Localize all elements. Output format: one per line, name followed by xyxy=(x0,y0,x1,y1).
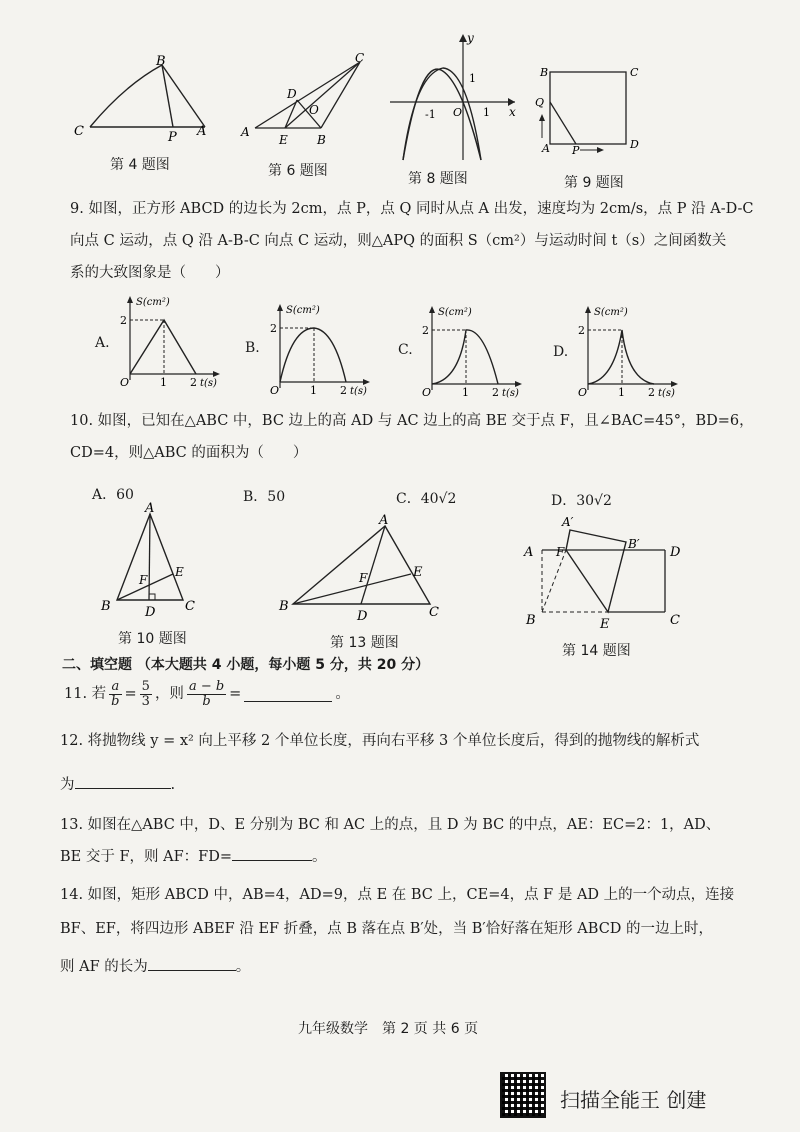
svg-text:O: O xyxy=(270,384,280,397)
q9-option-a[interactable]: A. xyxy=(95,335,110,351)
svg-text:t(s): t(s) xyxy=(658,388,675,399)
caption-fig13: 第 13 题图 xyxy=(330,635,399,651)
label-f: F xyxy=(359,571,368,585)
q9-option-c[interactable]: C. xyxy=(398,342,413,358)
label-b: B xyxy=(317,133,326,147)
q12-answer-blank[interactable] xyxy=(75,774,171,789)
caption-fig8: 第 8 题图 xyxy=(408,171,468,187)
q11-frac-expr: $\frac{a - b}{b}$ xyxy=(188,679,225,709)
q10-option-d[interactable]: D．30√2 xyxy=(551,493,612,509)
label-p: P xyxy=(168,130,177,145)
label-o: O xyxy=(309,103,319,117)
label-a: A xyxy=(379,513,389,528)
label-p: P xyxy=(572,144,580,155)
svg-text:1: 1 xyxy=(462,386,469,399)
svg-text:1: 1 xyxy=(618,386,625,399)
label-f: F xyxy=(139,573,148,587)
label-c: C xyxy=(355,51,365,65)
q9-line3: 系的大致图象是（ ） xyxy=(70,265,230,281)
label-b: B xyxy=(540,66,549,79)
label-e: E xyxy=(413,565,423,580)
q10-line2: CD=4，则△ABC 的面积为（ ） xyxy=(70,445,308,461)
label-b: B xyxy=(101,599,111,614)
q9-graph-a xyxy=(112,290,227,390)
svg-text:O: O xyxy=(422,386,432,399)
qr-code-icon xyxy=(500,1072,546,1118)
svg-text:2: 2 xyxy=(422,324,429,337)
label-d: D xyxy=(630,138,639,151)
q13-line1: 13. 如图在△ABC 中，D、E 分别为 BC 和 AC 上的点，且 D 为 BC 的中点，AE：EC=2：1，AD、 xyxy=(60,817,721,833)
q10-option-b[interactable]: B．50 xyxy=(243,489,286,505)
label-b: B xyxy=(526,613,536,628)
caption-fig4: 第 4 题图 xyxy=(110,157,170,173)
svg-text:O: O xyxy=(120,376,130,389)
label-e: E xyxy=(600,617,610,632)
svg-text:1: 1 xyxy=(310,384,317,397)
label-neg-one: -1 xyxy=(425,108,436,121)
q11-end: 。 xyxy=(335,685,350,702)
label-x: x xyxy=(509,105,516,119)
label-b: B xyxy=(279,599,289,614)
label-d: D xyxy=(357,609,368,624)
q14-line2: BF、EF，将四边形 ABEF 沿 EF 折叠，点 B 落在点 B′处，当 B′恰好落在矩形 ABCD 的一边上时， xyxy=(60,921,714,937)
label-f: F xyxy=(556,545,565,559)
svg-text:t(s): t(s) xyxy=(502,388,519,399)
svg-text:2: 2 xyxy=(190,376,197,389)
label-b-prime: B′ xyxy=(628,537,640,551)
label-c: C xyxy=(630,66,639,79)
figure-6 xyxy=(235,50,375,150)
label-a: A xyxy=(542,142,550,155)
label-c: C xyxy=(429,605,439,620)
figure-8 xyxy=(385,30,525,165)
q11 xyxy=(64,680,350,708)
label-d: D xyxy=(287,87,297,101)
svg-text:S(cm²): S(cm²) xyxy=(286,305,320,316)
label-a: A xyxy=(241,125,250,139)
figure-13 xyxy=(275,512,450,627)
q11-mid: ，则 xyxy=(154,685,184,702)
figure-10 xyxy=(95,502,205,622)
label-b: B xyxy=(156,55,166,69)
label-one: 1 xyxy=(469,72,476,85)
svg-text:2: 2 xyxy=(270,322,277,335)
q12-line1: 12. 将抛物线 y = x² 向上平移 2 个单位长度，再向右平移 3 个单位长度后，得到的抛物线的解析式 xyxy=(60,733,700,749)
label-c: C xyxy=(185,599,195,614)
figure-9 xyxy=(530,60,650,155)
q12-line2: 为 . xyxy=(60,774,175,793)
q9-line1: 9. 如图，正方形 ABCD 的边长为 2cm，点 P，点 Q 同时从点 A 出发，速度均为 2cm/s，点 P 沿 A-D-C xyxy=(70,201,754,217)
svg-text:2: 2 xyxy=(648,386,655,399)
label-d: D xyxy=(145,605,156,620)
svg-text:t(s): t(s) xyxy=(350,386,367,397)
q10-line1: 10. 如图，已知在△ABC 中，BC 边上的高 AD 与 AC 边上的高 BE 交于点 F，且∠BAC=45°，BD=6， xyxy=(70,413,754,429)
svg-text:2: 2 xyxy=(578,324,585,337)
label-d: D xyxy=(670,545,681,560)
caption-fig9: 第 9 题图 xyxy=(564,175,624,191)
label-e: E xyxy=(175,565,184,579)
svg-text:2: 2 xyxy=(120,314,127,327)
svg-text:S(cm²): S(cm²) xyxy=(438,307,472,318)
label-a: A xyxy=(197,124,207,139)
q11-eq: = xyxy=(124,685,137,702)
label-y: y xyxy=(467,31,474,45)
q9-graph-b xyxy=(262,298,377,398)
svg-text:O: O xyxy=(578,386,588,399)
label-q: Q xyxy=(535,96,545,109)
q14-line3: 则 AF 的长为 。 xyxy=(60,956,250,975)
svg-text:2: 2 xyxy=(340,384,347,397)
caption-fig6: 第 6 题图 xyxy=(268,163,328,179)
q11-answer-blank[interactable] xyxy=(244,687,332,702)
label-a: A xyxy=(524,545,534,560)
label-a: A xyxy=(145,502,155,516)
label-origin: O xyxy=(453,106,463,119)
caption-fig10: 第 10 题图 xyxy=(118,631,187,647)
q11-frac-53: $\frac{5}{3}$ xyxy=(141,679,150,709)
label-a-prime: A′ xyxy=(562,515,574,529)
label-one-x: 1 xyxy=(483,106,490,119)
svg-text:2: 2 xyxy=(492,386,499,399)
svg-text:S(cm²): S(cm²) xyxy=(136,297,170,308)
svg-text:t(s): t(s) xyxy=(200,378,217,389)
label-e: E xyxy=(279,133,288,147)
label-c: C xyxy=(670,613,680,628)
q14-answer-blank[interactable] xyxy=(148,956,236,971)
scanner-watermark: 扫描全能王 创建 xyxy=(560,1088,707,1112)
caption-fig14: 第 14 题图 xyxy=(562,643,631,659)
q13-line2: BE 交于 F，则 AF：FD= 。 xyxy=(60,846,327,865)
q9-option-d[interactable]: D. xyxy=(553,344,569,360)
figure-14 xyxy=(520,512,690,637)
q9-line2: 向点 C 运动，点 Q 沿 A-B-C 向点 C 运动，则△APQ 的面积 S（cm²）与运动时间 t（s）之间函数关 xyxy=(70,233,727,249)
q9-graph-c xyxy=(414,300,529,400)
q9-option-b[interactable]: B. xyxy=(245,340,260,356)
label-c: C xyxy=(74,124,84,139)
q10-option-a[interactable]: A．60 xyxy=(92,487,134,503)
svg-text:S(cm²): S(cm²) xyxy=(594,307,628,318)
q11-frac-ab: $\frac{a}{b}$ xyxy=(111,679,120,709)
q14-line1: 14. 如图，矩形 ABCD 中，AB=4，AD=9，点 E 在 BC 上，CE=4，点 F 是 AD 上的一个动点，连接 xyxy=(60,887,735,903)
svg-text:1: 1 xyxy=(160,376,167,389)
q11-prefix: 11. 若 xyxy=(64,685,107,702)
q10-option-c[interactable]: C．40√2 xyxy=(396,491,457,507)
section-2-heading: 二、填空题 （本大题共 4 小题，每小题 5 分，共 20 分） xyxy=(62,657,430,673)
q11-suffix: = xyxy=(229,685,242,702)
page-footer: 九年级数学 第 2 页 共 6 页 xyxy=(298,1021,479,1037)
q13-answer-blank[interactable] xyxy=(232,846,312,861)
figure-4 xyxy=(70,55,220,145)
q9-graph-d xyxy=(570,300,685,400)
